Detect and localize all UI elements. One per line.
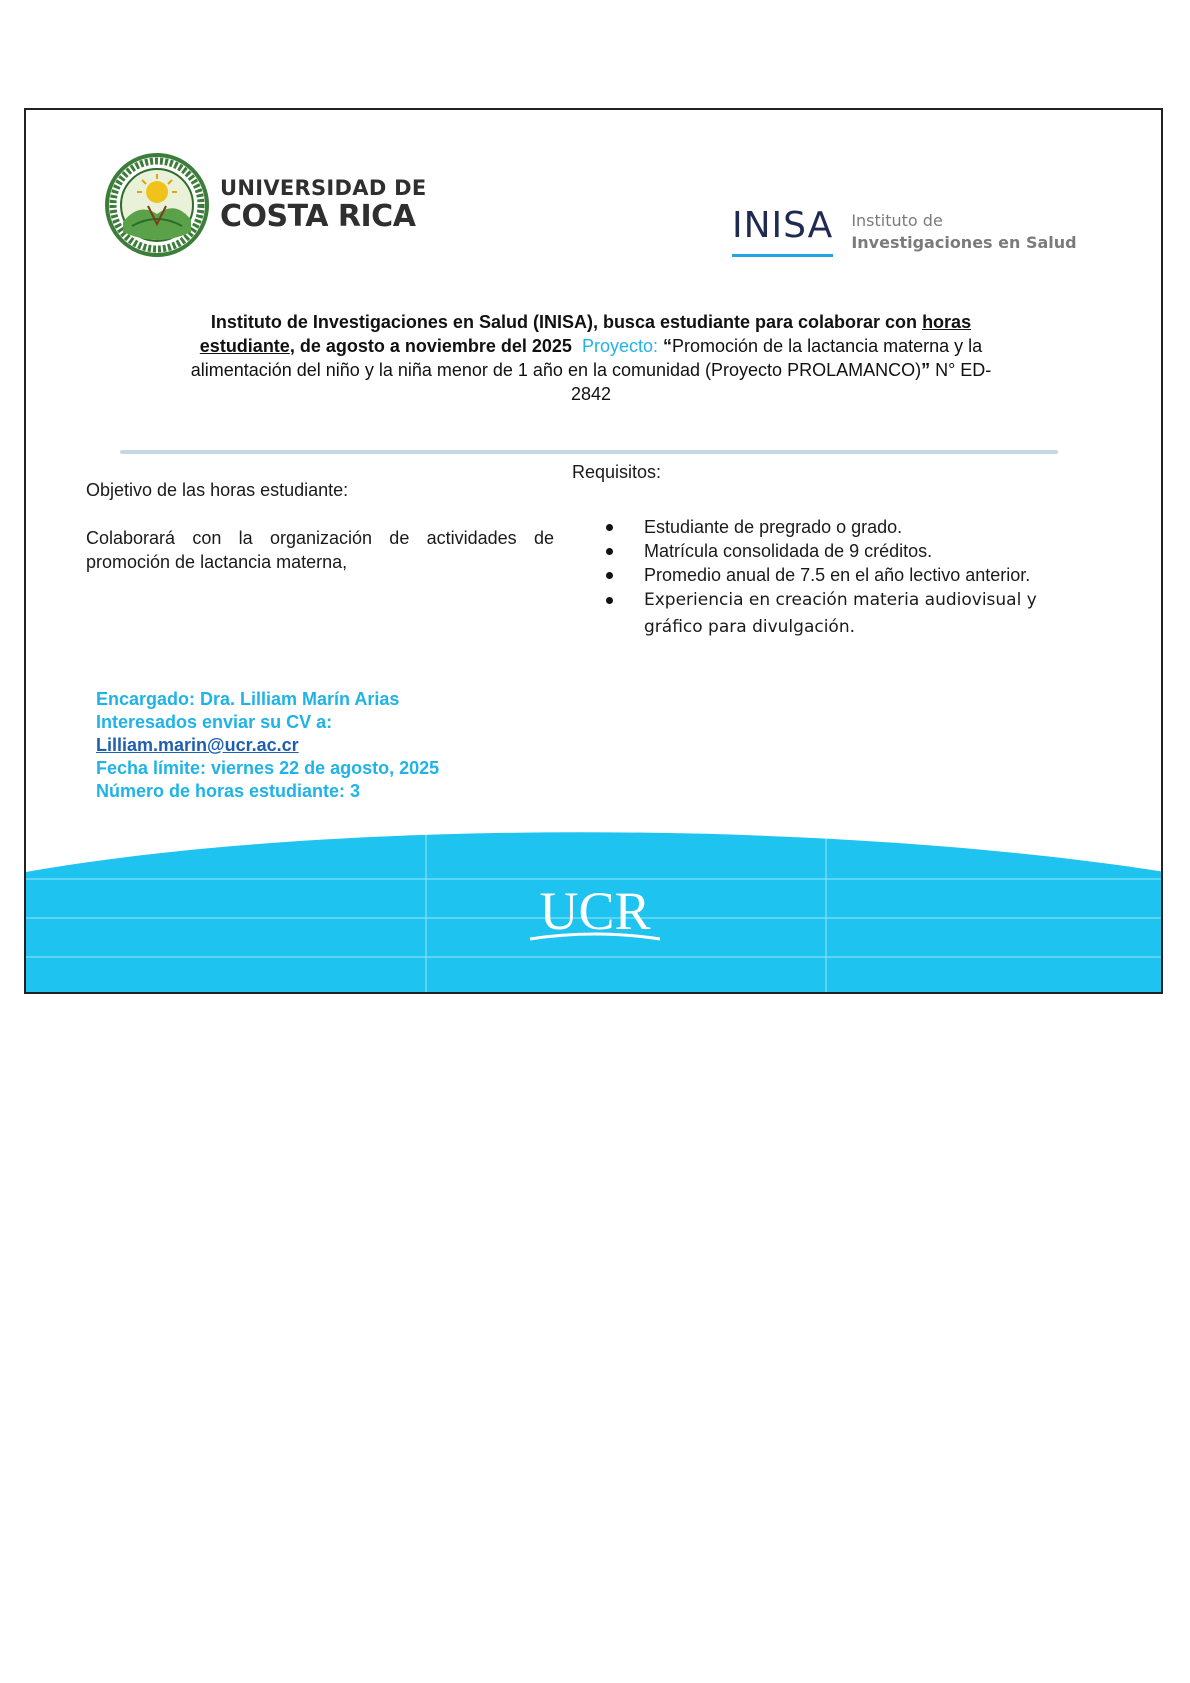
ucr-seal-icon xyxy=(104,152,210,258)
title-dates: , de agosto a noviembre del 2025 xyxy=(289,336,572,356)
requirement-text: Promedio anual de 7.5 en el año lectivo anterior. xyxy=(644,565,1031,585)
requirement-text: Estudiante de pregrado o grado. xyxy=(644,517,903,537)
announcement-title xyxy=(186,310,996,406)
section-divider xyxy=(120,450,1058,454)
requirement-item xyxy=(572,587,1072,641)
email-link[interactable]: Lilliam.marin@ucr.ac.cr xyxy=(96,735,299,755)
title-intro: Instituto de Investigaciones en Salud (INISA), busca estudiante para colaborar con xyxy=(210,312,918,332)
ucr-logo xyxy=(104,152,427,258)
bullet-icon xyxy=(606,524,613,531)
footer-brand: UCR xyxy=(539,881,651,941)
requirement-item xyxy=(572,515,1072,539)
bullet-icon xyxy=(606,548,613,555)
ucr-wordmark xyxy=(220,178,427,232)
objective-heading: Objetivo de las horas estudiante: xyxy=(86,480,349,500)
project-label: Proyecto: xyxy=(581,336,658,356)
objective-text: Colaborará con la organización de actividades de promoción de lactancia materna, xyxy=(86,528,554,572)
objective-section xyxy=(86,478,554,574)
inisa-subtitle-line2: Investigaciones en Salud xyxy=(851,233,1077,252)
requirement-text: Matrícula consolidada de 9 créditos. xyxy=(644,541,933,561)
project-name: Promoción de la lactancia materna y la alimentación del niño y la niña menor de 1 año en la comunidad (Proyecto PROLAMANCO) xyxy=(190,336,983,380)
project-number: N° ED-2842 xyxy=(570,360,992,404)
quote-close: ” xyxy=(921,360,931,380)
manager-line: Encargado: Dra. Lilliam Marín Arias xyxy=(96,689,400,709)
quote-open: “ xyxy=(663,336,673,356)
deadline-line: Fecha límite: viernes 22 de agosto, 2025 xyxy=(96,758,440,778)
footer-banner xyxy=(26,827,1163,992)
inisa-wordmark: INISA xyxy=(732,208,833,257)
bullet-icon xyxy=(606,572,613,579)
requirements-list xyxy=(572,515,1072,641)
hours-line: Número de horas estudiante: 3 xyxy=(96,781,361,801)
title-highlight: horas estudiante xyxy=(199,312,972,356)
requirement-item xyxy=(572,539,1072,563)
requirement-text: Experiencia en creación materia audiovisual y gráfico para divulgación. xyxy=(644,590,1037,637)
contact-section xyxy=(96,688,439,803)
send-cv-line: Interesados enviar su CV a: xyxy=(96,712,333,732)
inisa-subtitle xyxy=(851,210,1076,254)
requirements-section xyxy=(572,460,1072,641)
requirements-heading: Requisitos: xyxy=(572,462,662,482)
ucr-wordmark-line2: COSTA RICA xyxy=(220,199,416,234)
inisa-subtitle-line1: Instituto de xyxy=(851,211,943,230)
footer-wave xyxy=(26,827,1163,992)
bullet-icon xyxy=(606,597,613,604)
inisa-logo xyxy=(732,205,1077,257)
ucr-wordmark-line1: UNIVERSIDAD DE xyxy=(220,176,427,200)
flyer xyxy=(24,108,1163,994)
requirement-item xyxy=(572,563,1072,587)
